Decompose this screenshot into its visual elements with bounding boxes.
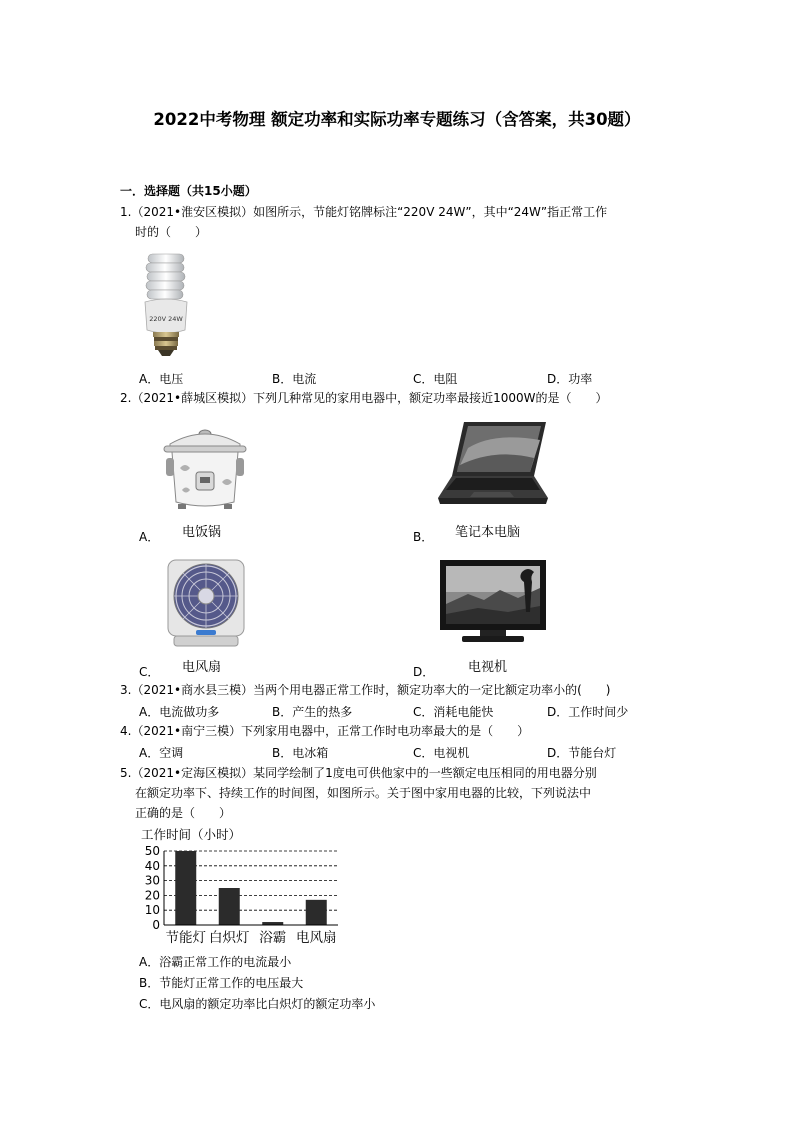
q2-option-a-caption: 电饭锅 [182,525,222,540]
x-category-label: 节能灯 [165,930,206,946]
q2-option-a-letter: A． [139,530,160,544]
q2-option-b-letter: B． [413,530,434,544]
q3-option-d: D．工作时间少 [547,705,629,719]
question-4-line-1: 4.（2021•南宁三模）下列家用电器中，正常工作时电功率最大的是（ ） [120,724,530,738]
y-tick-label: 20 [144,888,160,903]
working-time-bar-chart [138,825,368,950]
x-category-label: 浴霸 [259,930,287,946]
chart-ylabel: 工作时间（小时） [141,827,242,842]
y-tick-label: 50 [144,844,160,858]
bar-1 [219,888,240,925]
y-tick-label: 10 [144,903,160,918]
q1-option-b: B．电流 [272,372,317,386]
bar-3 [306,900,327,925]
x-category-label: 白炽灯 [209,930,250,946]
question-5-line-2: 在额定功率下、持续工作的时间图，如图所示。关于图中家用电器的比较，下列说法中 [135,786,592,800]
question-2-line-1: 2.（2021•薛城区模拟）下列几种常见的家用电器中，额定功率最接近1000W的是（ ） [120,391,608,405]
question-1-line-2: 时的（ ） [135,225,208,239]
q5-option-b: B．节能灯正常工作的电压最大 [139,976,304,990]
y-tick-label: 30 [144,873,160,888]
q1-option-c: C．电阻 [413,372,458,386]
bar-0 [175,851,196,925]
x-category-label: 电风扇 [296,930,337,946]
question-5-line-1: 5.（2021•定海区模拟）某同学绘制了1度电可供他家中的一些额定电压相同的用电器分别 [120,766,597,780]
q4-option-d: D．节能台灯 [547,746,617,760]
question-1-line-1: 1.（2021•淮安区模拟）如图所示，节能灯铭牌标注“220V 24W”，其中“24W”指正常工作 [120,205,608,219]
section-heading: 一．选择题（共15小题） [120,184,257,198]
bulb-label: 220V 24W [149,315,183,323]
television-image [438,558,548,644]
q2-option-b-caption: 笔记本电脑 [455,525,521,540]
q3-option-c: C．消耗电能快 [413,705,494,719]
q2-option-d-caption: 电视机 [468,660,508,675]
q4-option-b: B．电冰箱 [272,746,329,760]
energy-saving-bulb-image [138,250,194,360]
question-3-line-1: 3.（2021•商水县三模）当两个用电器正常工作时，额定功率大的一定比额定功率小的( ) [120,683,611,697]
rice-cooker-image [162,420,248,512]
q1-option-a: A．电压 [139,372,184,386]
q4-option-c: C．电视机 [413,746,470,760]
question-5-line-3: 正确的是（ ） [135,806,232,820]
electric-fan-image [166,558,246,650]
y-tick-label: 0 [152,918,160,932]
q2-option-c-letter: C． [139,665,160,679]
q5-option-c: C．电风扇的额定功率比白炽灯的额定功率小 [139,997,376,1011]
laptop-image [434,418,550,512]
q2-option-d-letter: D． [413,665,435,679]
q2-option-c-caption: 电风扇 [182,660,222,675]
q5-option-a: A．浴霸正常工作的电流最小 [139,955,292,969]
q4-option-a: A．空调 [139,746,184,760]
y-tick-label: 40 [144,858,160,873]
q1-option-d: D．功率 [547,372,593,386]
page-title: 2022中考物理 额定功率和实际功率专题练习（含答案，共30题） [153,110,641,129]
q3-option-b: B．产生的热多 [272,705,353,719]
q3-option-a: A．电流做功多 [139,705,220,719]
